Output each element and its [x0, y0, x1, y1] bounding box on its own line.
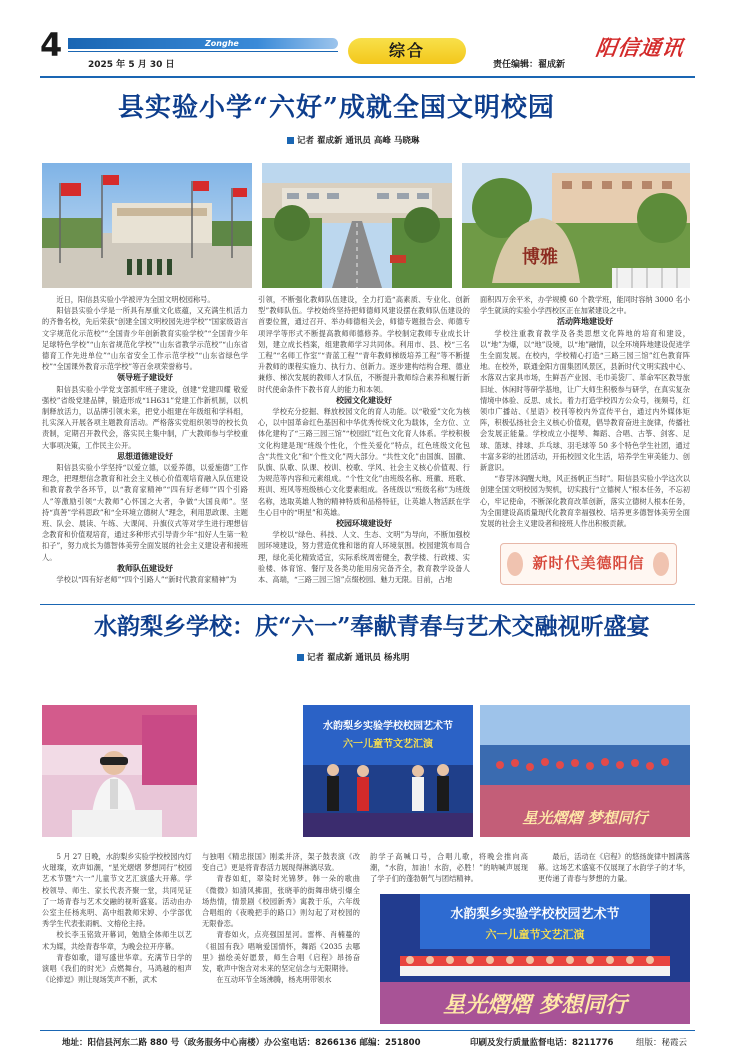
- section-roman: Zonghe: [205, 39, 239, 48]
- paragraph: 阳信县实验小学是一所具有厚重文化底蕴，又充满生机活力的齐鲁名校，先后荣获“创建全国文明校园先进学校”“国家级语言文字规范化示范校”“全国青少年创新教育实验学校”“全国青少年足球特色学校”“山东省规范化学校”“山东省教学示范校”“山东省德育工作先进单位”“山东省安全工作示范学校”“山东省绿色学校”“全国课外教育示范学校”等百余项荣誉称号。: [42, 306, 248, 372]
- paragraph: 在互动环节全场沸腾，杨兆明带领水: [216, 975, 332, 985]
- article1-headline: 县实验小学“六好”成就全国文明校园: [118, 93, 555, 123]
- photo-group-stage: [380, 894, 690, 1024]
- paragraph: “春芽沐润醒大地，风正扬帆正当时”。阳信县实验小学这次以创建全国文明校园为契机，切实践行“立德树人”根本任务，不忘初心，牢记使命，不断深化教育改革创新，落实立德树人根本任务，为全面建设高质量现代化教育幸福强校、培养更多德智体美劳全面发展的社会主义建设者和接班人作出积极贡献。: [480, 474, 690, 529]
- paragraph: 青春如歌，谱写盛世华章。充满节日学的演唱《我们的时光》点燃舞台，马鸿越的相声《论捧逗》则让现场笑声不断，武术: [42, 952, 192, 985]
- paragraph: 最后，活动在《启程》的悠扬旋律中圆满落幕。这场艺术盛宴不仅展现了水韵学子的才华，更传递了青春与梦想的力量。: [538, 852, 690, 884]
- photo-campus-road: [262, 163, 452, 288]
- group-banner-subtitle: 六一儿童节文艺汇演: [485, 928, 585, 941]
- moral-banner-text: 新时代美德阳信: [532, 554, 645, 572]
- paragraph: 近日，阳信县实验小学被评为全国文明校园称号。: [56, 295, 215, 304]
- photo-performance-crowd-image: [480, 705, 690, 837]
- paragraph: 青春如虹，翠染时光锦梦。韩一朵的歌曲《微微》如清风拂面，张晓菲的街舞串烧引爆全场热情，情景剧《校园新秀》寓教于乐，六年级合唱组的《夜晚把手的路口》则勾起了对校园的无限眷恋。: [202, 874, 360, 929]
- photo-group-stage-image: [380, 894, 690, 1024]
- byline-marker: [287, 137, 294, 144]
- paragraph: 阳信县实验小学党支部抓牢班子建设，创建“党建四耀 敬爱强校”省级党建品牌，锻造形成“1H631”党建工作新机制，以机制释放活力，以品牌引领未来，把党小组建在年级组和学科组，扎实深入开展各项主题教育活动。严格落实党组织领导的校长负责制，定期召开教代会，落实民主集中制，广大教师参与学校重大事项决策，工作民主公开。: [42, 384, 248, 450]
- photo-school-gate-image: [42, 163, 252, 288]
- photo-stage-hosts: [303, 705, 473, 837]
- stage-banner-title: 水韵梨乡实验学校校园艺术节: [323, 721, 453, 732]
- article1-column-2: [258, 294, 470, 597]
- subheading: 思想道德建设好: [117, 451, 173, 461]
- subheading: 校园环境建设好: [336, 519, 392, 529]
- page-number: 4: [40, 26, 63, 64]
- article2-column-2: [202, 851, 360, 1031]
- paragraph: 学校以“四有好老师”“四个引路人”“新时代教育家精神”为: [56, 575, 237, 585]
- article1-byline-text: 记者 翟成新 通讯员 高峰 马晓琳: [297, 136, 420, 146]
- paragraph: 面积四万余平米，办学规模 60 个教学班，能同时容纳 3000 名小学生就读的实验小学西校区正在加紧建设之中。: [480, 295, 690, 316]
- footer-printer: 印刷及发行质量监督电话：8211776: [470, 1038, 614, 1048]
- section-title: 综合: [388, 41, 425, 60]
- subheading: 活动阵地建设好: [557, 317, 613, 327]
- photo-campus-road-image: [262, 163, 452, 288]
- paragraph: 韵学子高喊口号，合唱儿歌，将晚会推向高潮，“水韵，加油！水韵，必胜！”的呐喊声展现了学子们的蓬勃朝气与团结精神。: [370, 852, 528, 884]
- header-blue-bar: [68, 38, 338, 49]
- stage-slogan-small: 星光熠熠 梦想同行: [522, 809, 648, 827]
- article2-column-4: [538, 851, 690, 893]
- masthead-logo: 阳信通讯: [594, 35, 686, 60]
- footer-rule: [40, 1030, 695, 1031]
- article2-column-1: [42, 851, 192, 1031]
- article2-column-3: [370, 851, 528, 893]
- article1-column-3: [480, 294, 690, 540]
- photo-principal-speech-image: [42, 705, 197, 837]
- issue-date: 2025 年 5 月 30 日: [88, 60, 175, 70]
- paragraph: 5 月 27 日晚，水韵梨乡实验学校校园内灯火璀璨，欢声如潮，“星光熠熠 梦想同行”校园艺术节暨“六一”儿童节文艺汇演盛大开幕。学校领导、师生、家长代表齐聚一堂，共同见证了一场青春与艺术交融的视听盛宴。活动由办公室主任杨兆明、高中组教师宋婷、小学部优秀学生代表张雨帆、文榕伦主持。: [42, 852, 192, 929]
- page-header: [0, 0, 735, 80]
- paragraph: 与独唱《精忠报国》刚柔并济，架子鼓表演《改变自己》更是将青春活力展现得淋漓尽致。: [202, 852, 360, 873]
- paragraph: 学校以“绿色、科技、人文、生态、文明”为导向，不断加强校园环境建设，努力营造优雅和谐的育人环境氛围。校园建筑布局合理，绿化美化精致适宜，实际系统周密健全，教学楼、行政楼、实验楼、体育馆、餐厅及各类功能用房完备齐全，教育教学设备人本、高端，“三路三园三馆”点缀校园、魅力无限。目前，占地: [258, 530, 470, 585]
- article2-byline: [297, 651, 409, 663]
- photo-garden-stone: [462, 163, 690, 288]
- paragraph: 青春如火，点亮强国星河。雷桦、肖楠蔓的《祖国有我》唱响爱国情怀，舞蹈《2035 去哪里》描绘美好愿景，师生合唱《启程》昂扬奋发，歌声中饱含对未来的坚定信念与无限期待。: [202, 930, 360, 974]
- subheading: 教师队伍建设好: [117, 563, 173, 573]
- article2-headline: 水韵梨乡学校：庆“六一”奉献青春与艺术交融视听盛宴: [94, 613, 650, 640]
- paragraph: 学校注重教育教学及各类思想文化阵地的培育和建设，以“地”为爆，以“地”设境，以“地”融情，以全环境阵地建设促进学生全面发展。在校内，学校精心打造“三路三园三馆”红色教育阵地。在校外，联通金阳方面集团风景区，县新时代文明实践中心、水落双古家具市场，生鲜吾产业园、毛巾美袋厂、革命军区教导旅旧址、休闲时等研学基地，让广大师生积极参与研学，在真实复杂情境中体验、反思、成长。着力打造学校四方公众号，视频号，红领巾广播站、《星语》校刊等校内外宣传平台，通过内外媒体矩阵，积极弘扬社会主义核心价值观，倡导教育奋进主旋律，传播社会发展正能量。学校成立小提琴、舞蹈、合唱、古筝、剑客、足球、篮球、排球、乒乓球、羽毛球等 50 多个特色学生社团，通过丰富多彩的社团活动，开拓校园文化生活，培养学生审美能力、创新意识。: [480, 328, 690, 473]
- photo-school-gate: [42, 163, 252, 288]
- footer-composer: 组版：秘霞云: [636, 1038, 688, 1048]
- article-divider: [40, 604, 695, 605]
- moral-banner: [500, 543, 677, 585]
- article1-column-1: [42, 294, 248, 597]
- footer-address: 地址：阳信县河东二路 880 号（政务服务中心南楼）办公室电话：8266136 邮编：251800: [62, 1038, 421, 1048]
- article1-byline: [287, 134, 419, 146]
- paragraph: 校长李玉铭致开幕词，勉励全体师生以艺术为媒，共绘青春华章，为晚会拉开序幕。: [42, 930, 192, 951]
- byline-marker: [297, 654, 304, 661]
- article2-byline-text: 记者 翟成新 通讯员 杨兆明: [307, 653, 410, 663]
- section-badge: [348, 36, 468, 70]
- paragraph: 阳信县实验小学坚持“以爱立德，以爱养德，以爱施德”工作理念，把理想信念教育和社会主义核心价值观培育融入队伍建设和教育教学各环节，以“教育家精神”“四有好老师”“四个引路人”等激励引领“大教师”心怀国之大者，争做“大国良师”。坚持“真善”学科思政”和“全环境立德树人”理念，利用思政课、主题班、队会、晨读、午练、大课间、升旗仪式等对学生进行理想信念教育和价值观培育，通过多种形式引导青少年“扣好人生第一粒扣子”，努力成长为德智体美劳全面发展的社会主义建设者和接班人。: [42, 463, 248, 562]
- stage-banner-subtitle: 六一儿童节文艺汇演: [343, 739, 433, 750]
- paragraph: 学校充分挖掘、释放校园文化的育人功能。以“敬爱”文化为核心，以中国革命红色基因和中华优秀传统文化为载体，全方位、立体化建构了“三路三园三馆”“校园红”红色文化育人体系。学校积极文化构建是现“班级个性化，个性关爱化”特点，红色班级文化包含“共性文化”和“个性文化”两大部分。“共性文化”由国旗、国徽、队旗、队歌、队课、校训、校歌、学风、社会主义核心价值观、行为规范等内容和元素组成。“个性文化”由班级名称、班徽、班歌、班训、班风等班级核心文化要素组成。各班级以“班级名称”为班级名称，选取英雄人物的精神特质和品格特征，让英雄人物活跃在学生心目中的“明星”和英雄。: [258, 407, 470, 517]
- photo-stage-hosts-image: [303, 705, 473, 837]
- header-rule: [40, 76, 695, 78]
- group-banner-title: 水韵梨乡实验学校校园艺术节: [450, 907, 620, 922]
- paragraph: 引领，不断强化教师队伍建设，全力打造“高素质、专业化、创新型”教师队伍。学校始终坚持把师德师风建设摆在教师队伍建设的首要位置，通过召开、举办师德相关会，师德专题报告会、师德专项评学等形式不断提高教师师德修养。学校制定教师专业成长计划，建立成长档案，组建教师学习共同体。利用市、县、校“三名工程”“名师工作室”“青蓝工程”“青年教师梯级培养工程”等不断提升教师的课程实施力、执行力、创新力。逐步建构结构合理、德业兼修、梯次发展的教师人才队伍，不断提升教师综合素养和履行新时代使命条件下教书育人的能力和本领。: [258, 295, 470, 394]
- photo-performance-crowd: [480, 705, 690, 837]
- subheading: 校园文化建设好: [336, 395, 392, 405]
- header-line-top: [68, 51, 338, 52]
- subheading: 领导班子建设好: [117, 373, 173, 383]
- stone-inscription: 博雅: [522, 247, 558, 268]
- photo-garden-stone-image: [462, 163, 690, 288]
- group-stage-slogan: 星光熠熠 梦想同行: [443, 992, 627, 1018]
- editor-credit: 责任编辑：翟成新: [493, 60, 566, 70]
- photo-principal-speech: [42, 705, 197, 837]
